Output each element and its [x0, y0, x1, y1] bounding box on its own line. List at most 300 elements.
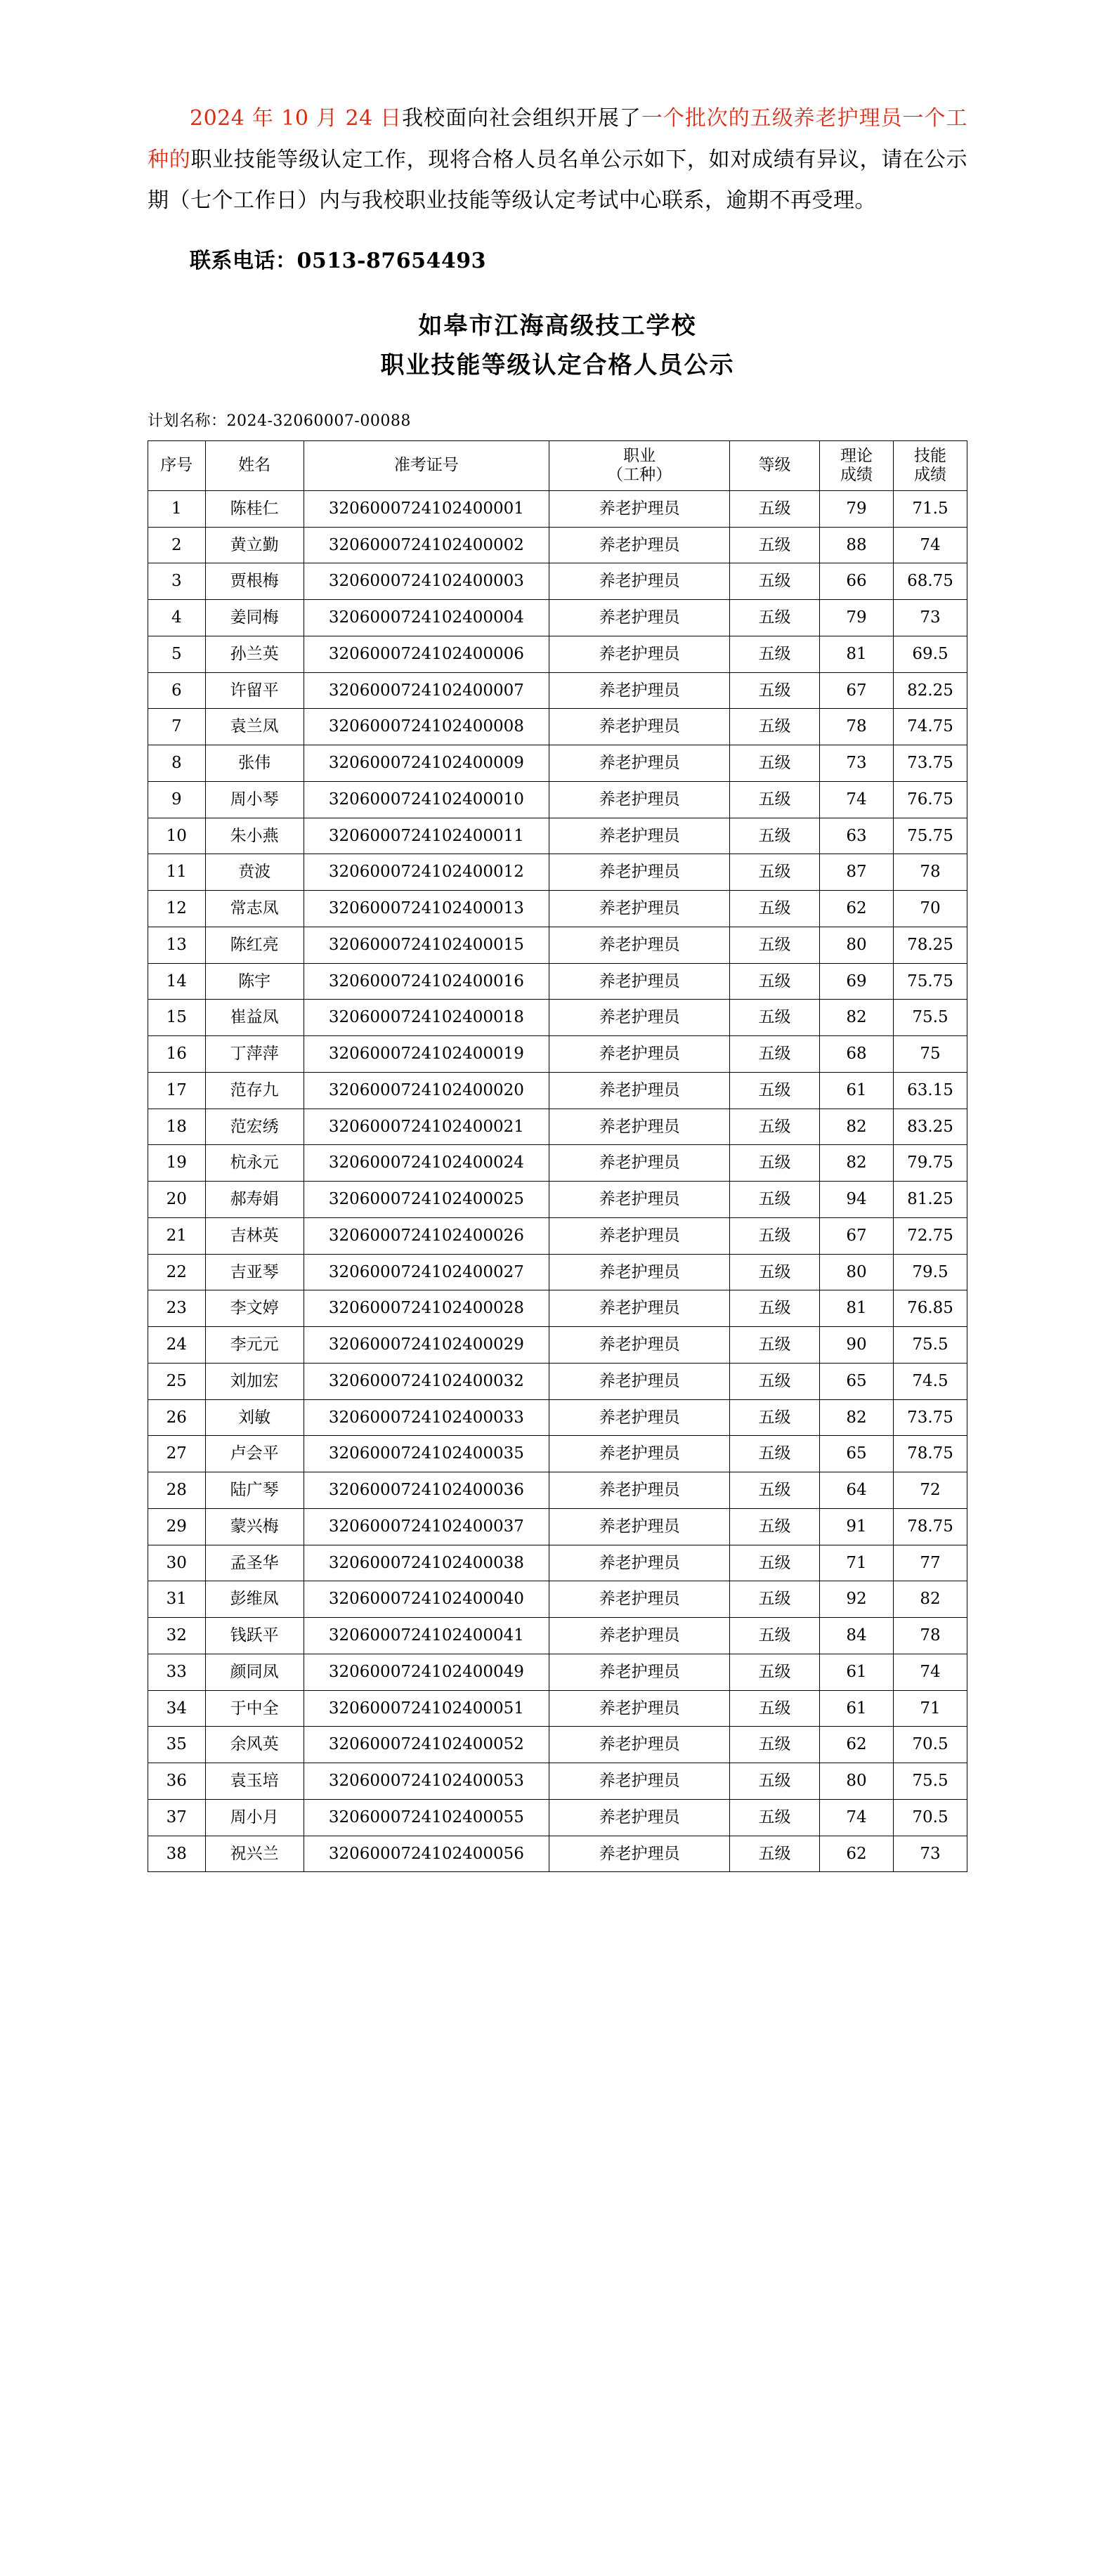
cell-exam-no: 3206000724102400002: [304, 527, 549, 563]
cell-skill: 75.75: [894, 963, 967, 1000]
table-body: [148, 490, 967, 1872]
cell-skill: 78.25: [894, 927, 967, 963]
cell-name: 刘敏: [205, 1399, 304, 1436]
cell-exam-no: 3206000724102400016: [304, 963, 549, 1000]
cell-index: 23: [148, 1290, 206, 1327]
cell-occupation: 养老护理员: [549, 1763, 730, 1800]
header-index: 序号: [148, 440, 206, 490]
cell-level: 五级: [729, 1072, 819, 1109]
table-row: [148, 1217, 967, 1254]
cell-name: 刘加宏: [205, 1363, 304, 1399]
cell-level: 五级: [729, 1290, 819, 1327]
cell-name: 蒙兴梅: [205, 1508, 304, 1545]
cell-name: 朱小燕: [205, 818, 304, 854]
cell-occupation: 养老护理员: [549, 963, 730, 1000]
cell-index: 7: [148, 709, 206, 745]
cell-index: 35: [148, 1727, 206, 1763]
cell-index: 28: [148, 1472, 206, 1509]
table-row: [148, 1290, 967, 1327]
cell-name: 陈红亮: [205, 927, 304, 963]
cell-occupation: 养老护理员: [549, 1109, 730, 1145]
announcement-title: 职业技能等级认定合格人员公示: [380, 351, 735, 379]
table-row: [148, 1727, 967, 1763]
table-row: [148, 1799, 967, 1836]
cell-name: 吉林英: [205, 1217, 304, 1254]
cell-level: 五级: [729, 709, 819, 745]
cell-skill: 68.75: [894, 563, 967, 600]
table-row: [148, 1109, 967, 1145]
cell-skill: 78: [894, 1618, 967, 1654]
cell-name: 张伟: [205, 745, 304, 782]
cell-theory: 66: [820, 563, 894, 600]
cell-level: 五级: [729, 600, 819, 636]
cell-skill: 78: [894, 854, 967, 891]
cell-skill: 70.5: [894, 1727, 967, 1763]
cell-index: 6: [148, 672, 206, 709]
cell-level: 五级: [729, 1836, 819, 1872]
table-row: [148, 1436, 967, 1472]
cell-level: 五级: [729, 490, 819, 527]
cell-exam-no: 3206000724102400009: [304, 745, 549, 782]
cell-name: 周小月: [205, 1799, 304, 1836]
cell-name: 贾根梅: [205, 563, 304, 600]
cell-level: 五级: [729, 1545, 819, 1581]
cell-occupation: 养老护理员: [549, 1036, 730, 1073]
cell-exam-no: 3206000724102400035: [304, 1436, 549, 1472]
cell-index: 37: [148, 1799, 206, 1836]
cell-exam-no: 3206000724102400011: [304, 818, 549, 854]
cell-skill: 69.5: [894, 636, 967, 672]
cell-theory: 62: [820, 1727, 894, 1763]
cell-occupation: 养老护理员: [549, 1217, 730, 1254]
cell-exam-no: 3206000724102400025: [304, 1182, 549, 1218]
cell-index: 34: [148, 1690, 206, 1727]
table-row: [148, 1618, 967, 1654]
cell-skill: 75.75: [894, 818, 967, 854]
cell-exam-no: 3206000724102400020: [304, 1072, 549, 1109]
table-row: [148, 1072, 967, 1109]
cell-level: 五级: [729, 1182, 819, 1218]
cell-exam-no: 3206000724102400041: [304, 1618, 549, 1654]
table-row: [148, 963, 967, 1000]
cell-name: 丁萍萍: [205, 1036, 304, 1073]
cell-skill: 75.5: [894, 1763, 967, 1800]
header-exam-no: 准考证号: [304, 440, 549, 490]
header-skill-line1: 技能: [914, 446, 946, 465]
cell-occupation: 养老护理员: [549, 1799, 730, 1836]
cell-level: 五级: [729, 527, 819, 563]
table-row: [148, 527, 967, 563]
table-row: [148, 891, 967, 927]
cell-name: 姜同梅: [205, 600, 304, 636]
cell-level: 五级: [729, 1327, 819, 1364]
cell-skill: 70.5: [894, 1799, 967, 1836]
cell-index: 31: [148, 1581, 206, 1618]
cell-theory: 65: [820, 1436, 894, 1472]
cell-name: 常志凤: [205, 891, 304, 927]
cell-theory: 81: [820, 636, 894, 672]
cell-level: 五级: [729, 1727, 819, 1763]
cell-occupation: 养老护理员: [549, 1000, 730, 1036]
cell-index: 10: [148, 818, 206, 854]
cell-theory: 63: [820, 818, 894, 854]
cell-occupation: 养老护理员: [549, 1545, 730, 1581]
cell-skill: 74.75: [894, 709, 967, 745]
cell-exam-no: 3206000724102400037: [304, 1508, 549, 1545]
cell-index: 24: [148, 1327, 206, 1364]
cell-index: 26: [148, 1399, 206, 1436]
table-row: [148, 1836, 967, 1872]
cell-theory: 91: [820, 1508, 894, 1545]
cell-index: 3: [148, 563, 206, 600]
cell-occupation: 养老护理员: [549, 527, 730, 563]
cell-index: 11: [148, 854, 206, 891]
cell-exam-no: 3206000724102400053: [304, 1763, 549, 1800]
cell-theory: 61: [820, 1654, 894, 1690]
cell-index: 30: [148, 1545, 206, 1581]
cell-level: 五级: [729, 1145, 819, 1182]
cell-name: 许留平: [205, 672, 304, 709]
cell-index: 14: [148, 963, 206, 1000]
cell-exam-no: 3206000724102400049: [304, 1654, 549, 1690]
cell-index: 1: [148, 490, 206, 527]
header-skill: [894, 440, 967, 490]
cell-name: 杭永元: [205, 1145, 304, 1182]
table-row: [148, 1472, 967, 1509]
cell-name: 范宏绣: [205, 1109, 304, 1145]
table-row: [148, 636, 967, 672]
table-row: [148, 709, 967, 745]
cell-level: 五级: [729, 1217, 819, 1254]
cell-theory: 82: [820, 1145, 894, 1182]
header-theory-line1: 理论: [840, 446, 873, 465]
cell-level: 五级: [729, 927, 819, 963]
header-theory: [820, 440, 894, 490]
table-row: [148, 672, 967, 709]
cell-skill: 74: [894, 527, 967, 563]
cell-index: 22: [148, 1254, 206, 1290]
cell-index: 8: [148, 745, 206, 782]
cell-index: 25: [148, 1363, 206, 1399]
table-row: [148, 1763, 967, 1800]
cell-name: 孙兰英: [205, 636, 304, 672]
cell-name: 卢会平: [205, 1436, 304, 1472]
cell-level: 五级: [729, 1654, 819, 1690]
cell-name: 陈桂仁: [205, 490, 304, 527]
cell-name: 崔益凤: [205, 1000, 304, 1036]
cell-level: 五级: [729, 1109, 819, 1145]
cell-occupation: 养老护理员: [549, 1472, 730, 1509]
cell-theory: 79: [820, 490, 894, 527]
cell-skill: 78.75: [894, 1436, 967, 1472]
cell-index: 32: [148, 1618, 206, 1654]
cell-exam-no: 3206000724102400029: [304, 1327, 549, 1364]
cell-exam-no: 3206000724102400056: [304, 1836, 549, 1872]
cell-skill: 71: [894, 1690, 967, 1727]
header-skill-line2: 成绩: [914, 465, 946, 484]
table-row: [148, 1545, 967, 1581]
cell-occupation: 养老护理员: [549, 1072, 730, 1109]
cell-exam-no: 3206000724102400008: [304, 709, 549, 745]
cell-level: 五级: [729, 1000, 819, 1036]
table-row: [148, 563, 967, 600]
cell-name: 贲波: [205, 854, 304, 891]
cell-level: 五级: [729, 563, 819, 600]
cell-skill: 78.75: [894, 1508, 967, 1545]
cell-name: 袁玉培: [205, 1763, 304, 1800]
cell-level: 五级: [729, 781, 819, 818]
cell-index: 5: [148, 636, 206, 672]
cell-skill: 76.75: [894, 781, 967, 818]
table-row: [148, 1036, 967, 1073]
cell-level: 五级: [729, 1763, 819, 1800]
table-row: [148, 600, 967, 636]
header-level: 等级: [729, 440, 819, 490]
cell-index: 21: [148, 1217, 206, 1254]
table-row: [148, 745, 967, 782]
cell-theory: 64: [820, 1472, 894, 1509]
cell-index: 16: [148, 1036, 206, 1073]
cell-skill: 79.75: [894, 1145, 967, 1182]
cell-theory: 90: [820, 1327, 894, 1364]
cell-theory: 92: [820, 1581, 894, 1618]
cell-occupation: 养老护理员: [549, 563, 730, 600]
cell-level: 五级: [729, 1399, 819, 1436]
cell-theory: 82: [820, 1109, 894, 1145]
cell-level: 五级: [729, 1618, 819, 1654]
cell-occupation: 养老护理员: [549, 709, 730, 745]
cell-exam-no: 3206000724102400028: [304, 1290, 549, 1327]
cell-exam-no: 3206000724102400007: [304, 672, 549, 709]
cell-index: 19: [148, 1145, 206, 1182]
cell-name: 彭维凤: [205, 1581, 304, 1618]
cell-level: 五级: [729, 636, 819, 672]
cell-name: 郝寿娟: [205, 1182, 304, 1218]
cell-index: 9: [148, 781, 206, 818]
cell-exam-no: 3206000724102400006: [304, 636, 549, 672]
cell-index: 2: [148, 527, 206, 563]
cell-occupation: 养老护理员: [549, 1290, 730, 1327]
cell-occupation: 养老护理员: [549, 672, 730, 709]
cell-occupation: 养老护理员: [549, 490, 730, 527]
cell-index: 36: [148, 1763, 206, 1800]
cell-name: 周小琴: [205, 781, 304, 818]
cell-theory: 94: [820, 1182, 894, 1218]
cell-skill: 75.5: [894, 1327, 967, 1364]
cell-occupation: 养老护理员: [549, 1363, 730, 1399]
cell-exam-no: 3206000724102400015: [304, 927, 549, 963]
header-occupation: [549, 440, 730, 490]
cell-name: 黄立勤: [205, 527, 304, 563]
cell-theory: 82: [820, 1000, 894, 1036]
cell-level: 五级: [729, 1799, 819, 1836]
cell-theory: 62: [820, 891, 894, 927]
cell-level: 五级: [729, 1508, 819, 1545]
cell-exam-no: 3206000724102400012: [304, 854, 549, 891]
header-theory-line2: 成绩: [840, 465, 873, 484]
cell-skill: 70: [894, 891, 967, 927]
cell-exam-no: 3206000724102400010: [304, 781, 549, 818]
cell-theory: 61: [820, 1072, 894, 1109]
header-occupation-line2: （工种）: [607, 465, 672, 484]
cell-exam-no: 3206000724102400051: [304, 1690, 549, 1727]
cell-occupation: 养老护理员: [549, 1327, 730, 1364]
cell-level: 五级: [729, 854, 819, 891]
cell-exam-no: 3206000724102400040: [304, 1581, 549, 1618]
header-occupation-line1: 职业: [623, 446, 656, 465]
cell-exam-no: 3206000724102400032: [304, 1363, 549, 1399]
cell-theory: 82: [820, 1399, 894, 1436]
cell-theory: 62: [820, 1836, 894, 1872]
cell-name: 李文婷: [205, 1290, 304, 1327]
table-row: [148, 1327, 967, 1364]
cell-skill: 71.5: [894, 490, 967, 527]
intro-text-2: 职业技能等级认定工作，现将合格人员名单公示如下，如对成绩有异议，请在公示期（七个工作日）内与我校职业技能等级认定考试中心联系，逾期不再受理。: [148, 147, 968, 213]
cell-skill: 73.75: [894, 1399, 967, 1436]
cell-theory: 73: [820, 745, 894, 782]
cell-occupation: 养老护理员: [549, 1581, 730, 1618]
cell-occupation: 养老护理员: [549, 600, 730, 636]
cell-exam-no: 3206000724102400004: [304, 600, 549, 636]
cell-occupation: 养老护理员: [549, 1399, 730, 1436]
cell-level: 五级: [729, 745, 819, 782]
cell-theory: 74: [820, 1799, 894, 1836]
title-block: [148, 306, 967, 385]
cell-theory: 79: [820, 600, 894, 636]
cell-level: 五级: [729, 891, 819, 927]
cell-skill: 72.75: [894, 1217, 967, 1254]
cell-index: 15: [148, 1000, 206, 1036]
cell-occupation: 养老护理员: [549, 1254, 730, 1290]
cell-name: 陆广琴: [205, 1472, 304, 1509]
header-name: 姓名: [205, 440, 304, 490]
intro-date: 2024 年 10 月 24 日: [190, 106, 403, 131]
intro-text-1: 我校面向社会组织开展了: [402, 106, 641, 131]
cell-exam-no: 3206000724102400033: [304, 1399, 549, 1436]
cell-skill: 73.75: [894, 745, 967, 782]
school-name: 如皋市江海高级技工学校: [418, 311, 697, 340]
cell-occupation: 养老护理员: [549, 1836, 730, 1872]
cell-level: 五级: [729, 818, 819, 854]
intro-paragraph: [148, 98, 967, 222]
cell-exam-no: 3206000724102400024: [304, 1145, 549, 1182]
cell-exam-no: 3206000724102400038: [304, 1545, 549, 1581]
cell-skill: 72: [894, 1472, 967, 1509]
cell-theory: 87: [820, 854, 894, 891]
cell-level: 五级: [729, 1363, 819, 1399]
cell-occupation: 养老护理员: [549, 745, 730, 782]
cell-exam-no: 3206000724102400036: [304, 1472, 549, 1509]
cell-occupation: 养老护理员: [549, 1182, 730, 1218]
table-row: [148, 1363, 967, 1399]
cell-skill: 82.25: [894, 672, 967, 709]
table-row: [148, 1508, 967, 1545]
plan-name-line: 计划名称：2024-32060007-00088: [148, 412, 411, 430]
qualified-personnel-table: [148, 440, 967, 1873]
cell-exam-no: 3206000724102400018: [304, 1000, 549, 1036]
cell-occupation: 养老护理员: [549, 891, 730, 927]
cell-index: 17: [148, 1072, 206, 1109]
cell-theory: 69: [820, 963, 894, 1000]
cell-theory: 71: [820, 1545, 894, 1581]
cell-occupation: 养老护理员: [549, 1508, 730, 1545]
cell-occupation: 养老护理员: [549, 818, 730, 854]
cell-occupation: 养老护理员: [549, 1436, 730, 1472]
cell-skill: 74: [894, 1654, 967, 1690]
cell-exam-no: 3206000724102400019: [304, 1036, 549, 1073]
cell-theory: 68: [820, 1036, 894, 1073]
cell-theory: 80: [820, 1254, 894, 1290]
cell-occupation: 养老护理员: [549, 1727, 730, 1763]
cell-index: 38: [148, 1836, 206, 1872]
cell-index: 29: [148, 1508, 206, 1545]
cell-exam-no: 3206000724102400013: [304, 891, 549, 927]
cell-name: 吉亚琴: [205, 1254, 304, 1290]
cell-skill: 82: [894, 1581, 967, 1618]
cell-name: 李元元: [205, 1327, 304, 1364]
cell-exam-no: 3206000724102400052: [304, 1727, 549, 1763]
cell-occupation: 养老护理员: [549, 1690, 730, 1727]
cell-skill: 77: [894, 1545, 967, 1581]
cell-theory: 80: [820, 1763, 894, 1800]
cell-theory: 84: [820, 1618, 894, 1654]
intro-highlight: 一个批次的五级养老护理员一个工种的: [148, 106, 967, 172]
table-row: [148, 1145, 967, 1182]
cell-name: 孟圣华: [205, 1545, 304, 1581]
table-row: [148, 1581, 967, 1618]
cell-level: 五级: [729, 1472, 819, 1509]
cell-exam-no: 3206000724102400001: [304, 490, 549, 527]
cell-skill: 79.5: [894, 1254, 967, 1290]
cell-level: 五级: [729, 1581, 819, 1618]
table-row: [148, 1182, 967, 1218]
cell-skill: 81.25: [894, 1182, 967, 1218]
cell-occupation: 养老护理员: [549, 1654, 730, 1690]
cell-theory: 74: [820, 781, 894, 818]
cell-theory: 61: [820, 1690, 894, 1727]
table-header-row: [148, 440, 967, 490]
table-row: [148, 854, 967, 891]
cell-occupation: 养老护理员: [549, 1145, 730, 1182]
cell-skill: 73: [894, 600, 967, 636]
cell-theory: 88: [820, 527, 894, 563]
cell-occupation: 养老护理员: [549, 854, 730, 891]
cell-index: 13: [148, 927, 206, 963]
cell-level: 五级: [729, 672, 819, 709]
cell-skill: 75: [894, 1036, 967, 1073]
cell-occupation: 养老护理员: [549, 781, 730, 818]
cell-theory: 80: [820, 927, 894, 963]
cell-name: 祝兴兰: [205, 1836, 304, 1872]
contact-phone-line: 联系电话：0513-87654493: [190, 248, 486, 273]
cell-level: 五级: [729, 1036, 819, 1073]
cell-theory: 67: [820, 1217, 894, 1254]
cell-theory: 65: [820, 1363, 894, 1399]
table-row: [148, 927, 967, 963]
cell-skill: 75.5: [894, 1000, 967, 1036]
cell-theory: 67: [820, 672, 894, 709]
cell-level: 五级: [729, 963, 819, 1000]
cell-exam-no: 3206000724102400021: [304, 1109, 549, 1145]
cell-theory: 78: [820, 709, 894, 745]
cell-skill: 76.85: [894, 1290, 967, 1327]
cell-occupation: 养老护理员: [549, 927, 730, 963]
cell-index: 12: [148, 891, 206, 927]
table-row: [148, 1254, 967, 1290]
table-row: [148, 1654, 967, 1690]
table-row: [148, 1000, 967, 1036]
cell-skill: 83.25: [894, 1109, 967, 1145]
